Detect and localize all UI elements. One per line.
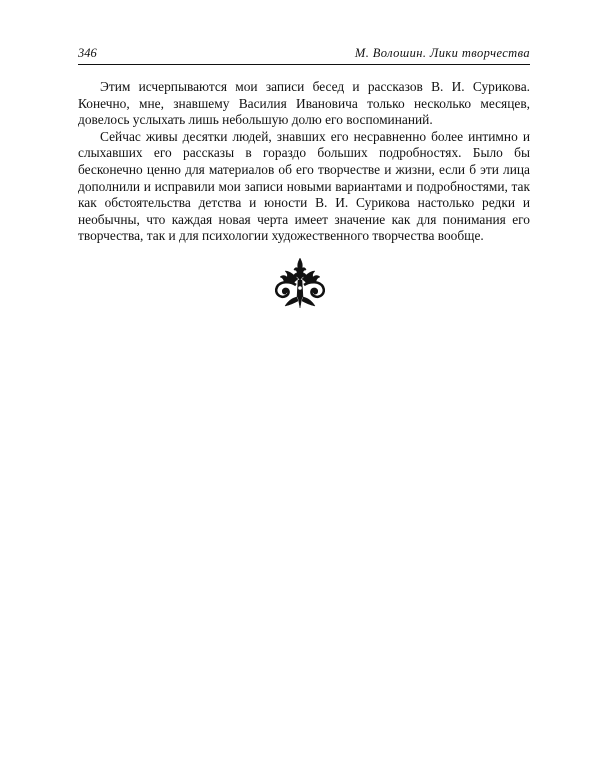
header-rule <box>78 64 530 65</box>
body-text <box>78 79 530 245</box>
paragraph: Этим исчерпываются мои записи бесед и рассказов В. И. Сурикова. Конечно, мне, знавшему Василия Ивановича только несколько месяцев, довелось услыхать лишь небольшую долю его воспоминаний. <box>78 79 530 128</box>
running-head <box>78 46 530 64</box>
floral-ornament-icon <box>272 257 328 309</box>
page-number: 346 <box>78 46 97 60</box>
running-title: М. Волошин. Лики творчества <box>354 46 530 60</box>
paragraph: Сейчас живы десятки людей, знавших его несравненно более интимно и слыхавших его рассказы в гораздо больших подробностях. Было бы бесконечно ценно для материалов об его творчестве и жизни, если б эти лица дополнили и исправили мои записи новыми вариантами и подробностями, так как обстоятельства детства и юности В. И. Сурикова настолько редки и необычны, что каждая новая черта имеет значение как для понимания его творчества, так и для психологии художественного творчества вообще. <box>78 128 530 244</box>
